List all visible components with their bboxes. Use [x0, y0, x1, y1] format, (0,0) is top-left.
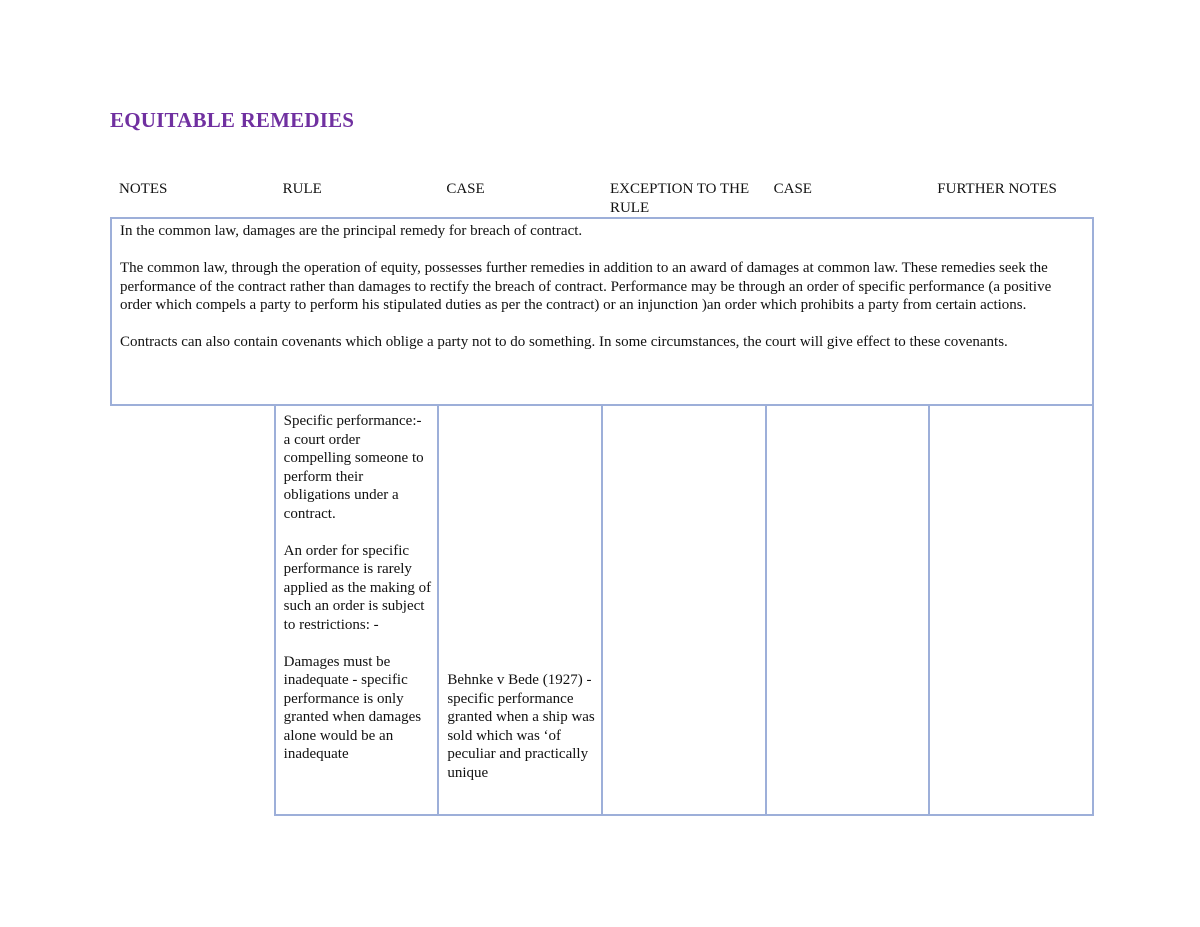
header-rule: RULE: [282, 181, 322, 197]
exception-cell: [602, 405, 766, 815]
remedies-table: [110, 180, 1094, 816]
intro-cell: [111, 218, 1093, 405]
header-exception-to-the-rule: EXCEPTION TO THE RULE: [609, 181, 750, 216]
document-title: EQUITABLE REMEDIES: [110, 108, 355, 132]
table-row-intro: [111, 218, 1093, 405]
header-notes: NOTES: [119, 181, 168, 197]
rule-cell: [275, 405, 439, 815]
header-case: CASE: [446, 181, 485, 197]
table-row-specific-performance: [111, 405, 1093, 815]
rule-paragraph: Specific performance:- a court order compelling someone to perform their obligations under a contract.: [283, 413, 424, 522]
header-case-2: CASE: [773, 181, 812, 197]
intro-paragraph: In the common law, damages are the principal remedy for breach of contract.: [120, 223, 583, 239]
notes-cell-empty: [111, 405, 275, 815]
case-cell: [438, 405, 602, 815]
case-spacer: [447, 412, 595, 671]
rule-paragraph: An order for specific performance is rarely applied as the making of such an order is subject to restrictions: -: [283, 542, 432, 633]
intro-paragraph: Contracts can also contain covenants which oblige a party not to do something. In some circumstances, the court will give effect to these covenants.: [120, 334, 1008, 350]
case-2-cell: [766, 405, 930, 815]
intro-paragraph: The common law, through the operation of equity, possesses further remedies in addition to an award of damages at common law. These remedies seek the performance of the contract rather than damages to rectify the breach of contract. Performance may be through an order of specific performance (a positive order which compels a party to perform his stipulated duties as per the contract) or an injunction )an order which prohibits a party from certain actions.: [120, 260, 1052, 313]
further-notes-cell: [929, 405, 1093, 815]
header-further-notes: FURTHER NOTES: [937, 181, 1057, 197]
rule-paragraph: Damages must be inadequate - specific performance is only granted when damages alone would be an inadequate: [283, 653, 422, 762]
case-text: Behnke v Bede (1927) - specific performance granted when a ship was sold which was ‘of peculiar and practically unique: [447, 672, 595, 781]
table-header-row: [111, 180, 1093, 218]
